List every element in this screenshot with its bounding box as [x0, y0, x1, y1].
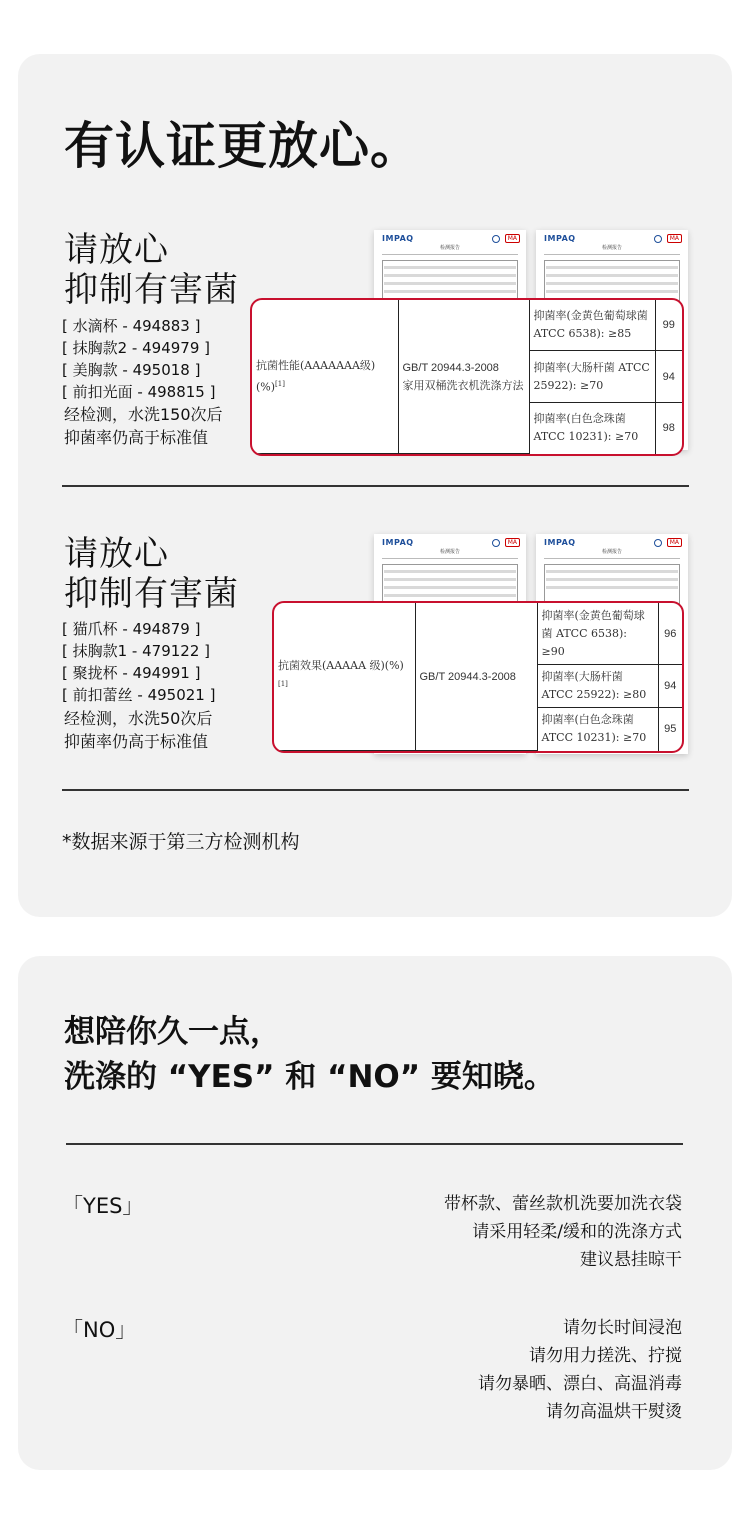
table-row: 抑菌率(大肠杆菌 ATCC 25922): ≥80 [537, 665, 658, 708]
table-row: 抑菌率(白色念珠菌 ATCC 10231): ≥70 [537, 708, 658, 751]
divider [62, 485, 689, 487]
report-title: 检测报告 [601, 245, 622, 251]
report-title: 检测报告 [601, 549, 622, 555]
cma-seal-icon: MA [505, 234, 520, 243]
group1-title [64, 230, 239, 310]
list-item: [ 前扣光面 - 498815 ] [62, 383, 216, 401]
table-value: 94 [658, 665, 682, 708]
no-rules-list [478, 1314, 682, 1426]
list-item: 建议悬挂晾干 [580, 1250, 682, 1270]
list-item: [ 前扣蕾丝 - 495021 ] [62, 686, 216, 704]
group1-title-line1: 请放心 [64, 230, 169, 270]
report-brand: IMPAQ [544, 234, 576, 243]
report-brand: IMPAQ [382, 538, 414, 547]
divider [66, 1143, 683, 1145]
table-standard-cell: GB/T 20944.3-2008 家用双桶洗衣机洗涤方法 [398, 300, 529, 454]
group2-note-line2: 抑菌率仍高于标准值 [64, 732, 209, 751]
group2-product-list [62, 618, 215, 706]
group2-title-line2: 抑制有害菌 [64, 574, 239, 614]
list-item: 请勿暴晒、漂白、高温消毒 [478, 1374, 682, 1394]
table-row: 抑菌率(金黄色葡萄球菌 ATCC 6538): ≥90 [537, 603, 658, 665]
care-title-line1: 想陪你久一点， [64, 1014, 281, 1050]
table-value: 98 [655, 403, 682, 454]
group1-note-line1: 经检测，水洗150次后 [64, 405, 223, 424]
table-row: 抑菌率(大肠杆菌 ATCC 25922): ≥70 [529, 351, 655, 403]
group1-title-line2: 抑制有害菌 [64, 270, 239, 310]
group2-title [64, 534, 239, 614]
table-value: 99 [655, 300, 682, 351]
table-value: 94 [655, 351, 682, 403]
report-title: 检测报告 [439, 245, 460, 251]
group2-title-line1: 请放心 [64, 534, 169, 574]
antibacterial-result-table [272, 601, 684, 753]
report-brand: IMPAQ [382, 234, 414, 243]
list-item: [ 抹胸款2 - 494979 ] [62, 339, 210, 357]
certification-card [18, 54, 732, 917]
cma-seal-icon: MA [667, 538, 682, 547]
cnas-seal-icon [492, 539, 500, 547]
list-item: [ 美胸款 - 495018 ] [62, 361, 201, 379]
cma-seal-icon: MA [667, 234, 682, 243]
report-title: 检测报告 [439, 549, 460, 555]
antibacterial-result-table [250, 298, 684, 456]
no-tag: 「NO」 [62, 1318, 137, 1342]
list-item: [ 猫爪杯 - 494879 ] [62, 620, 201, 638]
list-item: 请勿高温烘干熨烫 [546, 1402, 682, 1422]
list-item: [ 水滴杯 - 494883 ] [62, 317, 201, 335]
care-title-line2: 洗涤的 “YES” 和 “NO” 要知晓。 [64, 1059, 555, 1095]
table-value: 96 [658, 603, 682, 665]
cma-seal-icon: MA [505, 538, 520, 547]
group1-note-line2: 抑菌率仍高于标准值 [64, 428, 209, 447]
care-title [64, 1010, 555, 1100]
cnas-seal-icon [492, 235, 500, 243]
cnas-seal-icon [654, 235, 662, 243]
table-item-cell: 抗菌效果(AAAAA 级)(%)[1] [274, 603, 415, 751]
group2-note-line1: 经检测，水洗50次后 [64, 709, 213, 728]
list-item: [ 抹胸款1 - 479122 ] [62, 642, 210, 660]
group1-note [64, 403, 223, 449]
table-standard-cell: GB/T 20944.3-2008 [415, 603, 537, 751]
list-item: 请采用轻柔/缓和的洗涤方式 [472, 1222, 682, 1242]
table-row: 抑菌率(白色念珠菌 ATCC 10231): ≥70 [529, 403, 655, 454]
cnas-seal-icon [654, 539, 662, 547]
report-brand: IMPAQ [544, 538, 576, 547]
list-item: 请勿用力搓洗、拧搅 [529, 1346, 682, 1366]
list-item: [ 聚拢杯 - 494991 ] [62, 664, 201, 682]
group2-note [64, 707, 212, 753]
table-value: 95 [658, 708, 682, 751]
list-item: 带杯款、蕾丝款机洗要加洗衣袋 [444, 1194, 682, 1214]
divider [62, 789, 689, 791]
yes-rules-list [444, 1190, 682, 1274]
group1-product-list [62, 315, 215, 403]
table-row: 抑菌率(金黄色葡萄球菌 ATCC 6538): ≥85 [529, 300, 655, 351]
data-source-note: *数据来源于第三方检测机构 [62, 831, 300, 853]
page-title: 有认证更放心。 [64, 117, 421, 175]
yes-tag: 「YES」 [62, 1194, 144, 1218]
list-item: 请勿长时间浸泡 [563, 1318, 682, 1338]
table-item-cell: 抗菌性能(AAAAAAA级)(%)[1] [252, 300, 398, 454]
